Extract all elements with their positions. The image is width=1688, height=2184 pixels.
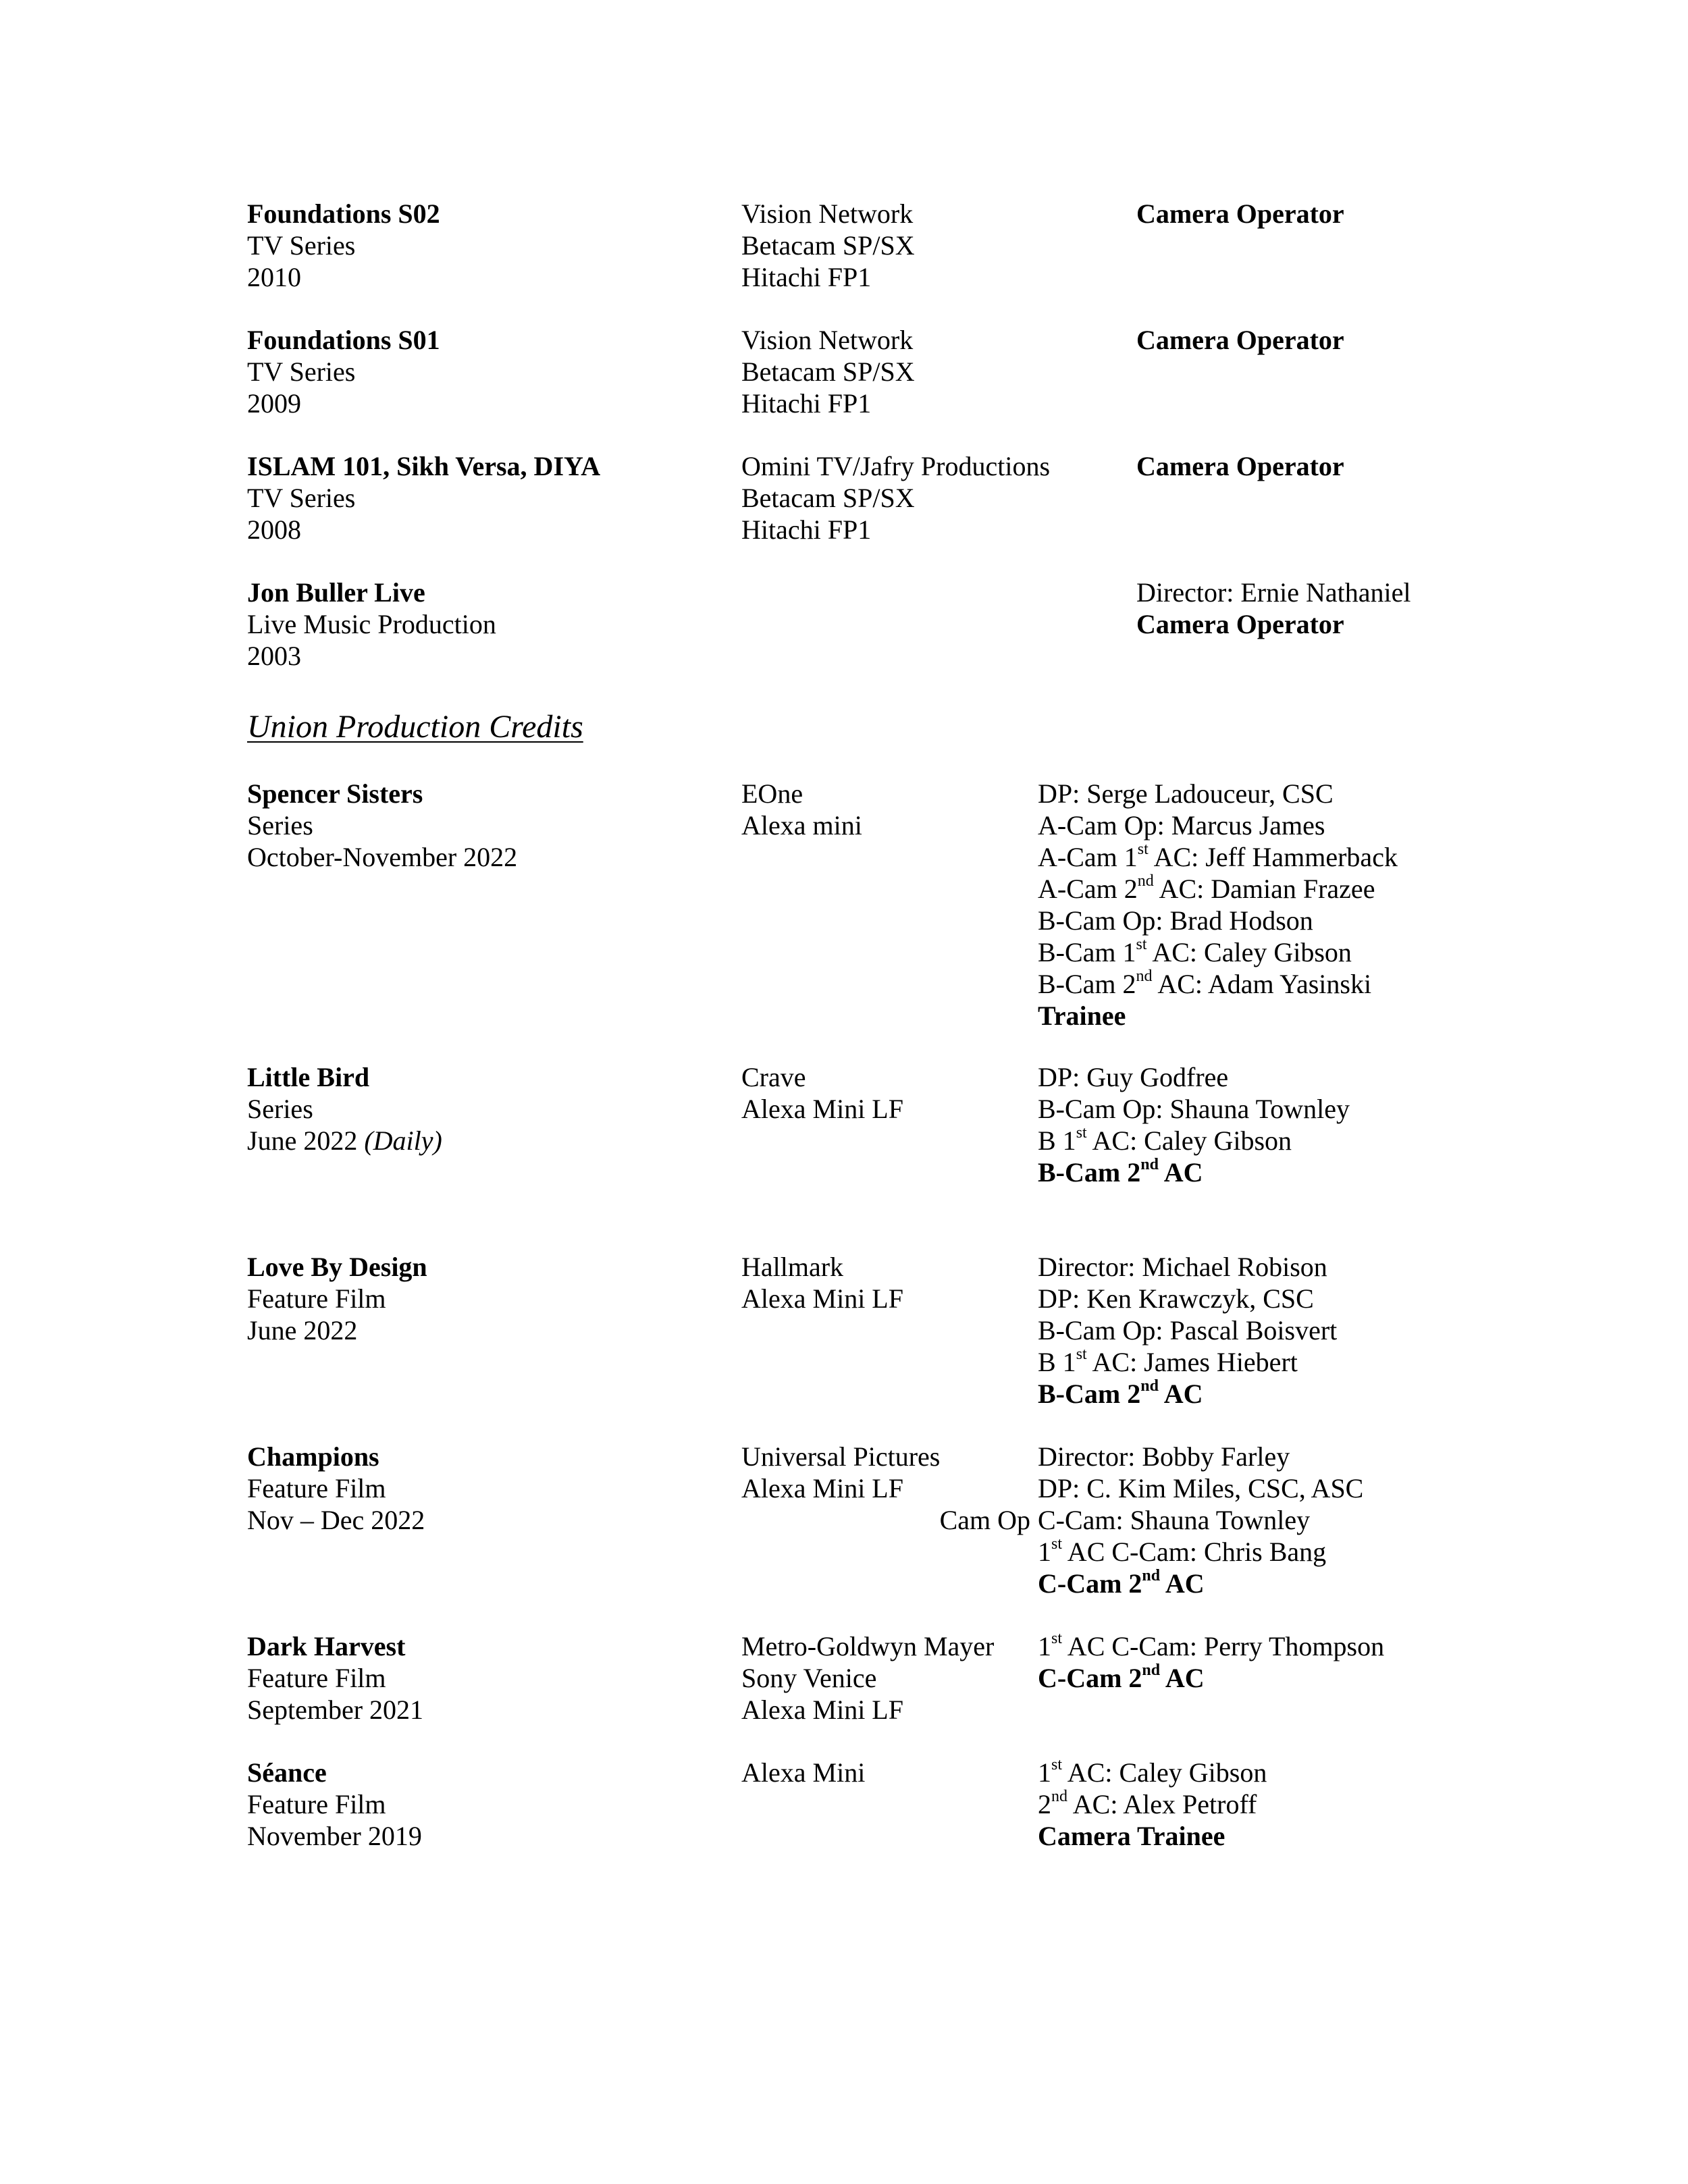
credit-date: September 2021 [247, 1695, 424, 1725]
credit-type: TV Series [247, 483, 356, 513]
credit-role: B-Cam 2nd AC [1038, 1377, 1203, 1409]
credit-company: Vision Network [741, 198, 914, 229]
credit-entry-foundations-s01 [247, 324, 440, 419]
credit-title: Dark Harvest [247, 1631, 406, 1661]
credit-format: Betacam SP/SX [741, 356, 915, 387]
credit-crew-list [1038, 1630, 1384, 1694]
credit-camera: Hitachi FP1 [741, 388, 872, 419]
credit-production-details [741, 450, 1050, 545]
credit-director: Director: Ernie Nathaniel [1136, 577, 1411, 608]
credit-company: EOne [741, 778, 803, 809]
credit-production-details [741, 1757, 865, 1788]
credit-role: Camera Operator [1136, 198, 1344, 229]
credit-format: Betacam SP/SX [741, 483, 915, 513]
credit-entry-seance [247, 1757, 422, 1852]
credit-role: C-Cam 2nd AC [1038, 1566, 1205, 1599]
credit-entry-love-by-design [247, 1251, 427, 1346]
credit-camera: Alexa Mini LF [741, 1283, 903, 1314]
crew-cam-op-prefix: Cam Op [939, 1505, 1030, 1535]
credit-type: TV Series [247, 356, 356, 387]
credit-date-note: (Daily) [364, 1125, 442, 1156]
credit-production-details [741, 1061, 903, 1125]
credit-role: Trainee [1038, 1001, 1126, 1031]
credit-title: ISLAM 101, Sikh Versa, DIYA [247, 451, 601, 481]
credit-type: Live Music Production [247, 609, 496, 639]
credit-production-details [741, 324, 915, 419]
credit-company: Vision Network [741, 325, 914, 355]
credit-title: Little Bird [247, 1062, 370, 1092]
crew-b-cam-2nd-ac: B-Cam 2nd AC: Adam Yasinski [1038, 967, 1372, 999]
credit-role: Camera Operator [1136, 609, 1344, 639]
credit-year: 2003 [247, 641, 301, 671]
credit-camera: Sony Venice [741, 1663, 877, 1693]
crew-a-cam-op: A-Cam Op: Marcus James [1038, 810, 1325, 841]
credit-type: Feature Film [247, 1473, 386, 1503]
credit-role: C-Cam 2nd AC [1038, 1661, 1205, 1693]
credit-date: June 2022 [247, 1315, 358, 1346]
credit-type: TV Series [247, 230, 356, 261]
credit-production-details [741, 1630, 994, 1726]
crew-b-1st-ac: B 1st AC: James Hiebert [1038, 1345, 1298, 1377]
credit-crew-list [1038, 1441, 1363, 1599]
credit-entry-foundations-s02 [247, 198, 440, 293]
crew-2nd-ac: 2nd AC: Alex Petroff [1038, 1787, 1257, 1819]
credit-title: Jon Buller Live [247, 577, 425, 608]
credit-role: Camera Trainee [1038, 1821, 1225, 1851]
crew-b-cam-op: B-Cam Op: Pascal Boisvert [1038, 1315, 1338, 1346]
credit-date: November 2019 [247, 1821, 422, 1851]
credit-type: Feature Film [247, 1283, 386, 1314]
credit-camera-2: Alexa Mini LF [741, 1695, 903, 1725]
credit-entry-little-bird [247, 1061, 442, 1156]
credit-title: Champions [247, 1441, 379, 1472]
credit-company: Universal Pictures [741, 1441, 941, 1472]
credit-role-block [1136, 198, 1344, 230]
credit-format: Betacam SP/SX [741, 230, 915, 261]
credit-role-block [1136, 324, 1344, 356]
crew-a-cam-2nd-ac: A-Cam 2nd AC: Damian Frazee [1038, 872, 1375, 904]
credit-entry-spencer-sisters [247, 778, 517, 873]
credit-type: Series [247, 1094, 313, 1124]
crew-dp: DP: Ken Krawczyk, CSC [1038, 1283, 1314, 1314]
credit-title: Love By Design [247, 1252, 427, 1282]
credit-date: June 2022 (Daily) [247, 1125, 442, 1156]
crew-c-cam-op: C-Cam: Shauna Townley [1038, 1505, 1311, 1535]
credit-type: Series [247, 810, 313, 841]
credit-camera: Alexa Mini LF [741, 1473, 903, 1503]
crew-b-cam-op: B-Cam Op: Shauna Townley [1038, 1094, 1350, 1124]
credit-type: Feature Film [247, 1663, 386, 1693]
credit-entry-islam-101 [247, 450, 600, 545]
credit-production-details [741, 778, 862, 841]
crew-b-cam-op: B-Cam Op: Brad Hodson [1038, 905, 1313, 936]
credit-role-block [1136, 450, 1344, 482]
credit-title: Séance [247, 1757, 327, 1788]
credit-production-details [741, 1441, 940, 1504]
credit-crew-list [1038, 778, 1398, 1032]
credit-camera: Alexa Mini LF [741, 1094, 903, 1124]
credit-entry-champions [247, 1441, 425, 1536]
credit-year: 2008 [247, 514, 301, 545]
credit-camera: Hitachi FP1 [741, 262, 872, 292]
credit-year: 2009 [247, 388, 301, 419]
credit-type: Feature Film [247, 1789, 386, 1819]
credit-crew-list [1038, 1757, 1267, 1852]
section-heading-union-credits: Union Production Credits [247, 709, 583, 745]
crew-dp: DP: Guy Godfree [1038, 1062, 1229, 1092]
credit-camera: Hitachi FP1 [741, 514, 872, 545]
credit-role: B-Cam 2nd AC [1038, 1155, 1203, 1188]
credit-date: Nov – Dec 2022 [247, 1505, 425, 1535]
credit-role-block [1136, 577, 1410, 640]
crew-dp: DP: C. Kim Miles, CSC, ASC [1038, 1473, 1364, 1503]
credit-company: Metro-Goldwyn Mayer [741, 1631, 995, 1661]
crew-b-cam-1st-ac: B-Cam 1st AC: Caley Gibson [1038, 935, 1352, 967]
crew-director: Director: Michael Robison [1038, 1252, 1327, 1282]
credit-crew-list [1038, 1251, 1337, 1410]
crew-a-cam-1st-ac: A-Cam 1st AC: Jeff Hammerback [1038, 840, 1398, 872]
credit-date: October-November 2022 [247, 842, 518, 872]
credit-company: Hallmark [741, 1252, 844, 1282]
crew-director: Director: Bobby Farley [1038, 1441, 1290, 1472]
crew-dp: DP: Serge Ladouceur, CSC [1038, 778, 1334, 809]
credit-entry-jon-buller-live [247, 577, 496, 672]
credit-title: Foundations S02 [247, 198, 440, 229]
crew-c-cam-1st-ac: 1st AC C-Cam: Chris Bang [1038, 1535, 1327, 1567]
crew-c-cam-1st-ac: 1st AC C-Cam: Perry Thompson [1038, 1629, 1385, 1661]
credit-year: 2010 [247, 262, 301, 292]
credit-production-details [741, 1251, 903, 1314]
credit-camera: Alexa mini [741, 810, 862, 841]
credit-camera: Alexa Mini [741, 1757, 866, 1788]
credit-title: Foundations S01 [247, 325, 440, 355]
credit-crew-list [1038, 1061, 1350, 1188]
credit-title: Spencer Sisters [247, 778, 423, 809]
credit-role: Camera Operator [1136, 451, 1344, 481]
credit-entry-dark-harvest [247, 1630, 423, 1726]
credit-production-details [741, 198, 915, 293]
credit-role: Camera Operator [1136, 325, 1344, 355]
credit-company: Omini TV/Jafry Productions [741, 451, 1051, 481]
credit-company: Crave [741, 1062, 806, 1092]
crew-1st-ac: 1st AC: Caley Gibson [1038, 1755, 1267, 1788]
crew-b-1st-ac: B 1st AC: Caley Gibson [1038, 1123, 1292, 1156]
